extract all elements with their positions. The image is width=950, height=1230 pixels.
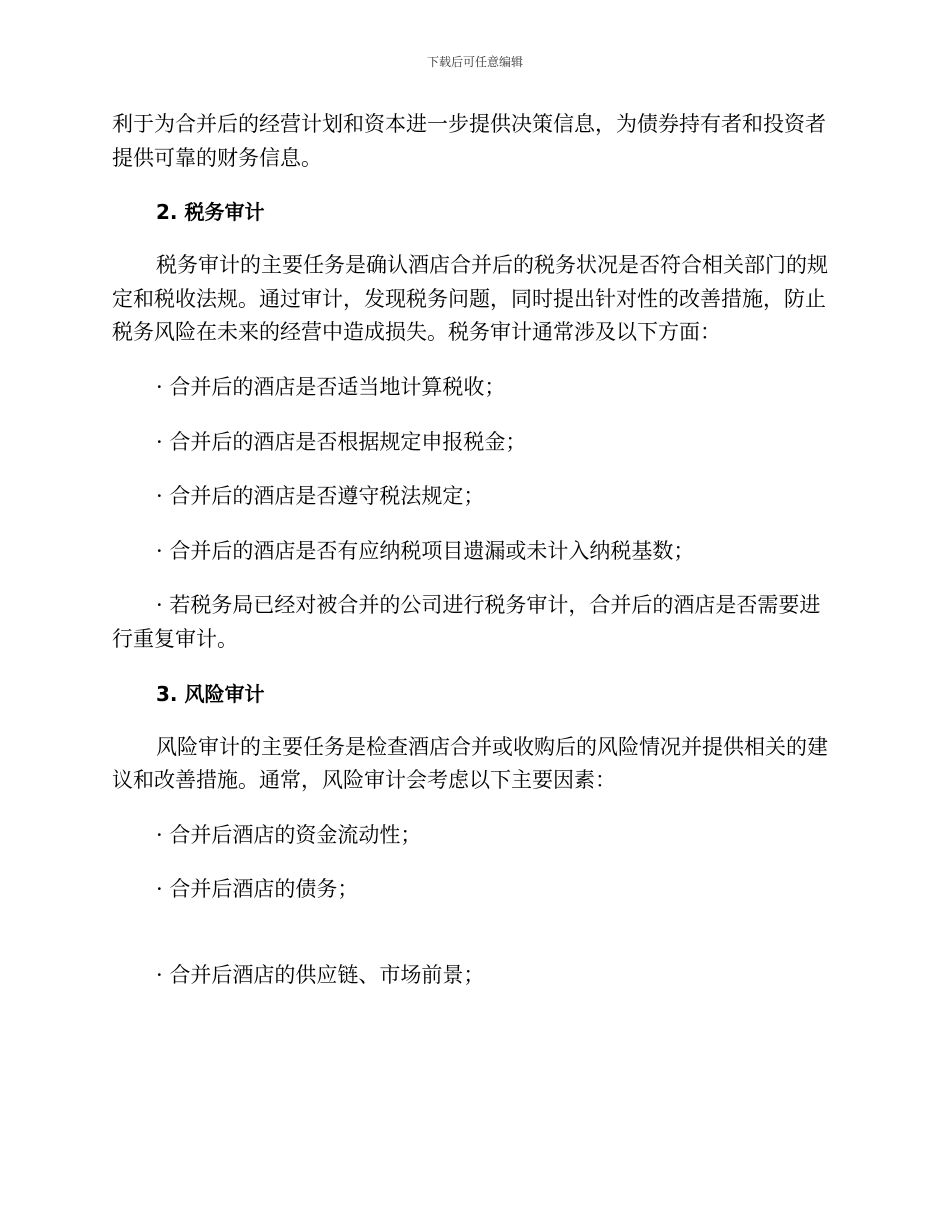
- tax-audit-bullet-2: · 合并后的酒店是否根据规定申报税金；: [156, 429, 527, 454]
- risk-audit-paragraph: 风险审计的主要任务是检查酒店合并或收购后的风险情况并提供相关的建议和改善措施。通常，风险审计会考虑以下主要因素：: [112, 734, 828, 793]
- tax-audit-bullet-5: · 若税务局已经对被合并的公司进行税务审计，合并后的酒店是否需要进行重复审计。: [112, 593, 821, 651]
- tax-audit-bullet-3: · 合并后的酒店是否遵守税法规定；: [156, 484, 485, 509]
- tax-audit-paragraph: 税务审计的主要任务是确认酒店合并后的税务状况是否符合相关部门的规定和税收法规。通过审计，发现税务问题，同时提出针对性的改善措施，防止税务风险在未来的经营中造成损失。税务审计通常涉及以下方面：: [112, 253, 828, 345]
- page-header: 下载后可任意编辑: [426, 55, 523, 69]
- risk-audit-bullet-2: · 合并后酒店的债务；: [156, 877, 359, 902]
- document-body: [112, 108, 832, 1014]
- risk-audit-bullet-3: · 合并后酒店的供应链、市场前景；: [156, 962, 485, 987]
- tax-audit-bullet-4: · 合并后的酒店是否有应纳税项目遗漏或未计入纳税基数；: [156, 538, 695, 563]
- intro-paragraph: 利于为合并后的经营计划和资本进一步提供决策信息，为债券持有者和投资者提供可靠的财务信息。: [112, 112, 826, 170]
- section-heading-tax-audit: 2. 税务审计: [156, 200, 265, 225]
- risk-audit-bullet-1: · 合并后酒店的资金流动性；: [156, 822, 422, 847]
- tax-audit-bullet-1: · 合并后的酒店是否适当地计算税收；: [156, 374, 506, 399]
- section-heading-risk-audit: 3. 风险审计: [156, 681, 265, 706]
